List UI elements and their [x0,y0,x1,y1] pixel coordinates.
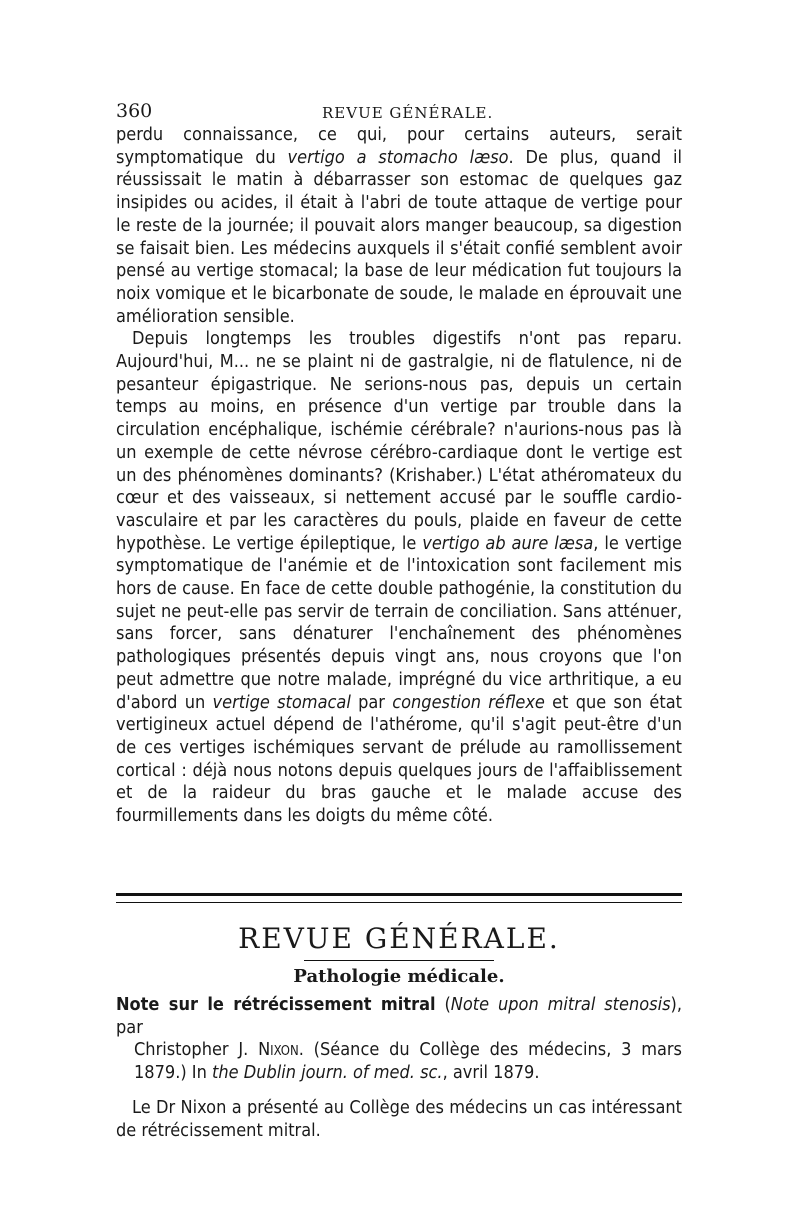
section-title-rule [304,960,494,961]
paragraph: perdu connaissance, ce qui, pour certains auteurs, serait symptomatique du vertigo a stomacho læso. De plus, quand il réussissait le matin à débarrasser son estomac de quelques gaz insipides ou acides, il était à l'abri de toute attaque de vertige pour le reste de la journée; il pouvait alors manger beaucoup, sa digestion se faisait bien. Les médecins auxquels il s'était confié semblent avoir pensé au vertige stomacal; la base de leur médication fut toujours la noix vomique et le bicarbonate de soude, le malade en éprouvait une amélioration sensible. [116,124,682,327]
article-body: Le Dr Nixon a présenté au Collège des médecins un cas intéressant de rétrécissement mitral. [116,1096,682,1141]
article-citation: Christopher J. Nixon. (Séance du Collège des médecins, 3 mars 1879.) In the Dublin journ. of med. sc., avril 1879. [134,1039,682,1084]
paragraph: Depuis longtemps les troubles digestifs n'ont pas reparu. Aujourd'hui, M... ne se plaint ni de gastralgie, ni de flatulence, ni de pesanteur épigastrique. Ne serions-nous pas, depuis un certain temps au moins, en présence d'un vertige par trouble dans la circulation encéphalique, ischémie cérébrale? n'aurions-nous pas là un exemple de cette névrose cérébro-cardiaque dont le vertige est un des phénomènes dominants? (Krishaber.) L'état athéromateux du cœur et des vaisseaux, si nettement accusé par le souffle cardio-vasculaire et par les caractères du pouls, plaide en faveur de cette hypothèse. Le vertige épileptique, le vertigo ab aure læsa, le vertige symptomatique de l'anémie et de l'intoxication sont facilement mis hors de cause. En face de cette double pathogénie, la constitution du sujet ne peut-elle pas servir de terrain de conciliation. Sans atténuer, sans forcer, sans dénaturer l'enchaînement des phénomènes pathologiques présentés depuis vingt ans, nous croyons que l'on peut admettre que notre malade, imprégné du vice arthritique, a eu d'abord un vertige stomacal par congestion réflexe et que son état vertigineux actuel dépend de l'athérome, qu'il s'agit peut-être d'un de ces vertiges ischémiques servant de prélude au ramollissement cortical : déjà nous notons depuis quelques jours de l'affaiblissement et de la raideur du bras gauche et le malade accuse des fourmillements dans les doigts du même côté. [116,328,683,827]
journal-name: the Dublin journ. of med. sc. [212,1062,443,1084]
running-title: REVUE GÉNÉRALE. [322,104,494,122]
author-name: Nixon [258,1039,299,1061]
page-number: 360 [116,100,153,122]
section-subtitle: Pathologie médicale. [293,966,505,987]
section-divider-thick [116,893,682,896]
section-title: REVUE GÉNÉRALE. [238,922,560,955]
body-text [116,124,682,828]
article-title: Note sur le rétrécissement mitral (Note upon mitral stenosis), par Christopher J. Nixon. (Séance du Collège des médecins, 3 mars 1879.) In the Dublin journ. of med. sc., avril 1879. [116,994,682,1084]
article-entry [116,994,682,1142]
section-divider-thin [116,902,682,903]
